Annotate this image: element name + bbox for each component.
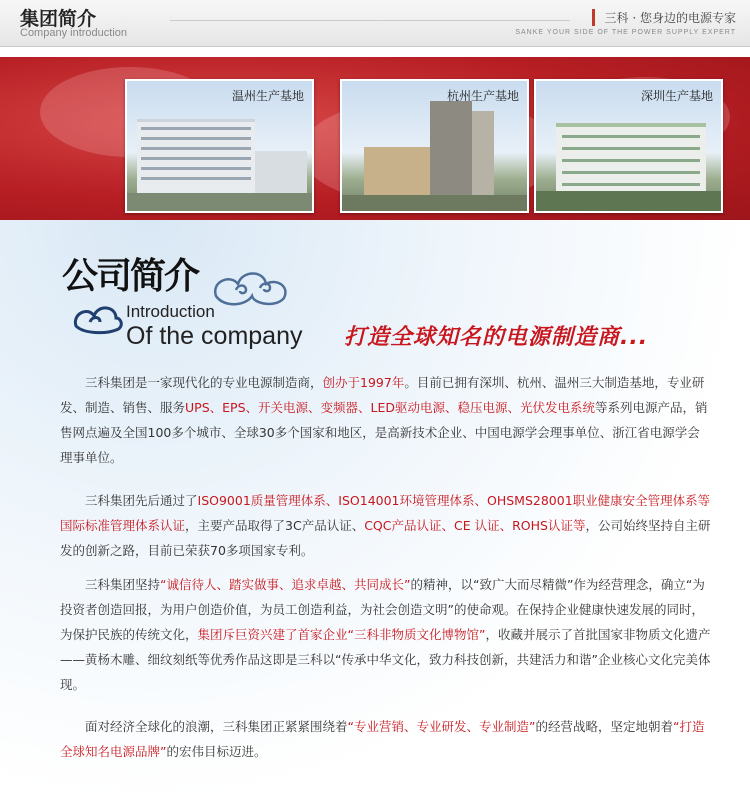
factory-building	[364, 147, 430, 199]
building-windows	[141, 127, 251, 130]
body-text: 三科集团是一家现代化的专业电源制造商，	[85, 375, 323, 390]
highlighted-text: 创办于1997年	[322, 375, 405, 390]
intro-heading-en-line2: Of the company	[126, 322, 303, 350]
photo-label: 深圳生产基地	[640, 89, 713, 103]
body-text: 的经营战略，坚定地朝着	[535, 719, 673, 734]
highlighted-text: CQC产品认证、CE 认证、ROHS认证等	[364, 518, 586, 533]
intro-heading-cn: 公司简介	[62, 255, 199, 297]
ground	[342, 195, 527, 211]
page-header	[0, 0, 750, 47]
body-text: 面对经济全球化的浪潮，三科集团正紧紧围绕着	[85, 719, 348, 734]
body-text: 的精神，以“致广大而尽精微”作为经营理念，确立“为投资者创造回报，为用户创造价值，为员工创造利益，为社会创造文明”的使命观。在保持企业健康快速发展的同时，为保护民族的传统文化，	[60, 577, 705, 642]
photo-label: 温州生产基地	[231, 89, 304, 103]
highlighted-text: “打造全球知名电源品牌”	[60, 719, 705, 759]
paragraph-strategy	[60, 714, 712, 764]
paragraph-culture	[60, 572, 712, 697]
office-tower	[472, 111, 494, 199]
brand-slogan: 三科 · 您身边的电源专家	[592, 9, 736, 26]
company-tagline: 打造全球知名的电源制造商...	[344, 325, 649, 350]
body-text: 等系列电源产品，销售网点遍及全国100多个城市、全球30多个国家和地区，是高新技术企业、中国电源学会理事单位、浙江省电源学会理事单位。	[60, 400, 708, 465]
ground	[127, 193, 312, 211]
highlighted-text: ISO9001质量管理体系、ISO14001环境管理体系、OHSMS28001职业健康安全管理体系等国际标准管理体系认证	[60, 493, 711, 533]
body-text: ，公司始终坚持自主研发的创新之路，目前已荣获70多项国家专利。	[60, 518, 711, 558]
factory-building	[137, 119, 255, 200]
paragraph-overview	[60, 370, 712, 470]
body-text: 的宏伟目标迈进。	[166, 744, 267, 759]
body-text: 。目前已拥有深圳、杭州、温州三大制造基地，专业研发、制造、销售、服务	[60, 375, 705, 415]
photo-hangzhou-base	[340, 79, 529, 213]
photo-wenzhou-base	[125, 79, 314, 213]
body-text: 三科集团先后通过了	[85, 493, 198, 508]
body-text: ，收藏并展示了首批国家非物质文化遗产——黄杨木雕、细纹刻纸等优秀作品这即是三科以“传承中华文化，致力科技创新，共建活力和谐”企业核心文化完美体现。	[60, 627, 711, 692]
photo-shenzhen-base	[534, 79, 723, 213]
section-subtitle: Company introduction	[20, 27, 128, 39]
building-windows	[562, 135, 700, 138]
highlighted-text: “专业营销、专业研发、专业制造”	[347, 719, 536, 734]
highlighted-text: UPS、EPS、开关电源、变频器、LED驱动电源、稳压电源、光伏发电系统	[185, 400, 595, 415]
highlighted-text: “诚信待人、踏实做事、追求卓越、共同成长”	[160, 577, 411, 592]
factory-building	[255, 151, 307, 197]
cloud-ornament-icon	[206, 256, 296, 316]
trees	[536, 191, 721, 211]
section-title: 集团简介	[20, 8, 97, 30]
photo-label: 杭州生产基地	[446, 89, 519, 103]
bases-banner	[0, 57, 750, 220]
paragraph-certification	[60, 488, 712, 563]
body-text: ，主要产品取得了3C产品认证、	[185, 518, 365, 533]
office-tower	[430, 101, 472, 199]
highlighted-text: 集团斥巨资兴建了首家企业“三科非物质文化博物馆”	[197, 627, 486, 642]
intro-heading-en-line1: Introduction	[126, 302, 215, 321]
header-divider	[170, 20, 570, 21]
brand-slogan-en: SANKE YOUR SIDE OF THE POWER SUPPLY EXPERT	[515, 29, 736, 36]
body-text: 三科集团坚持	[85, 577, 161, 592]
cloud-ornament-small-icon	[70, 296, 126, 336]
